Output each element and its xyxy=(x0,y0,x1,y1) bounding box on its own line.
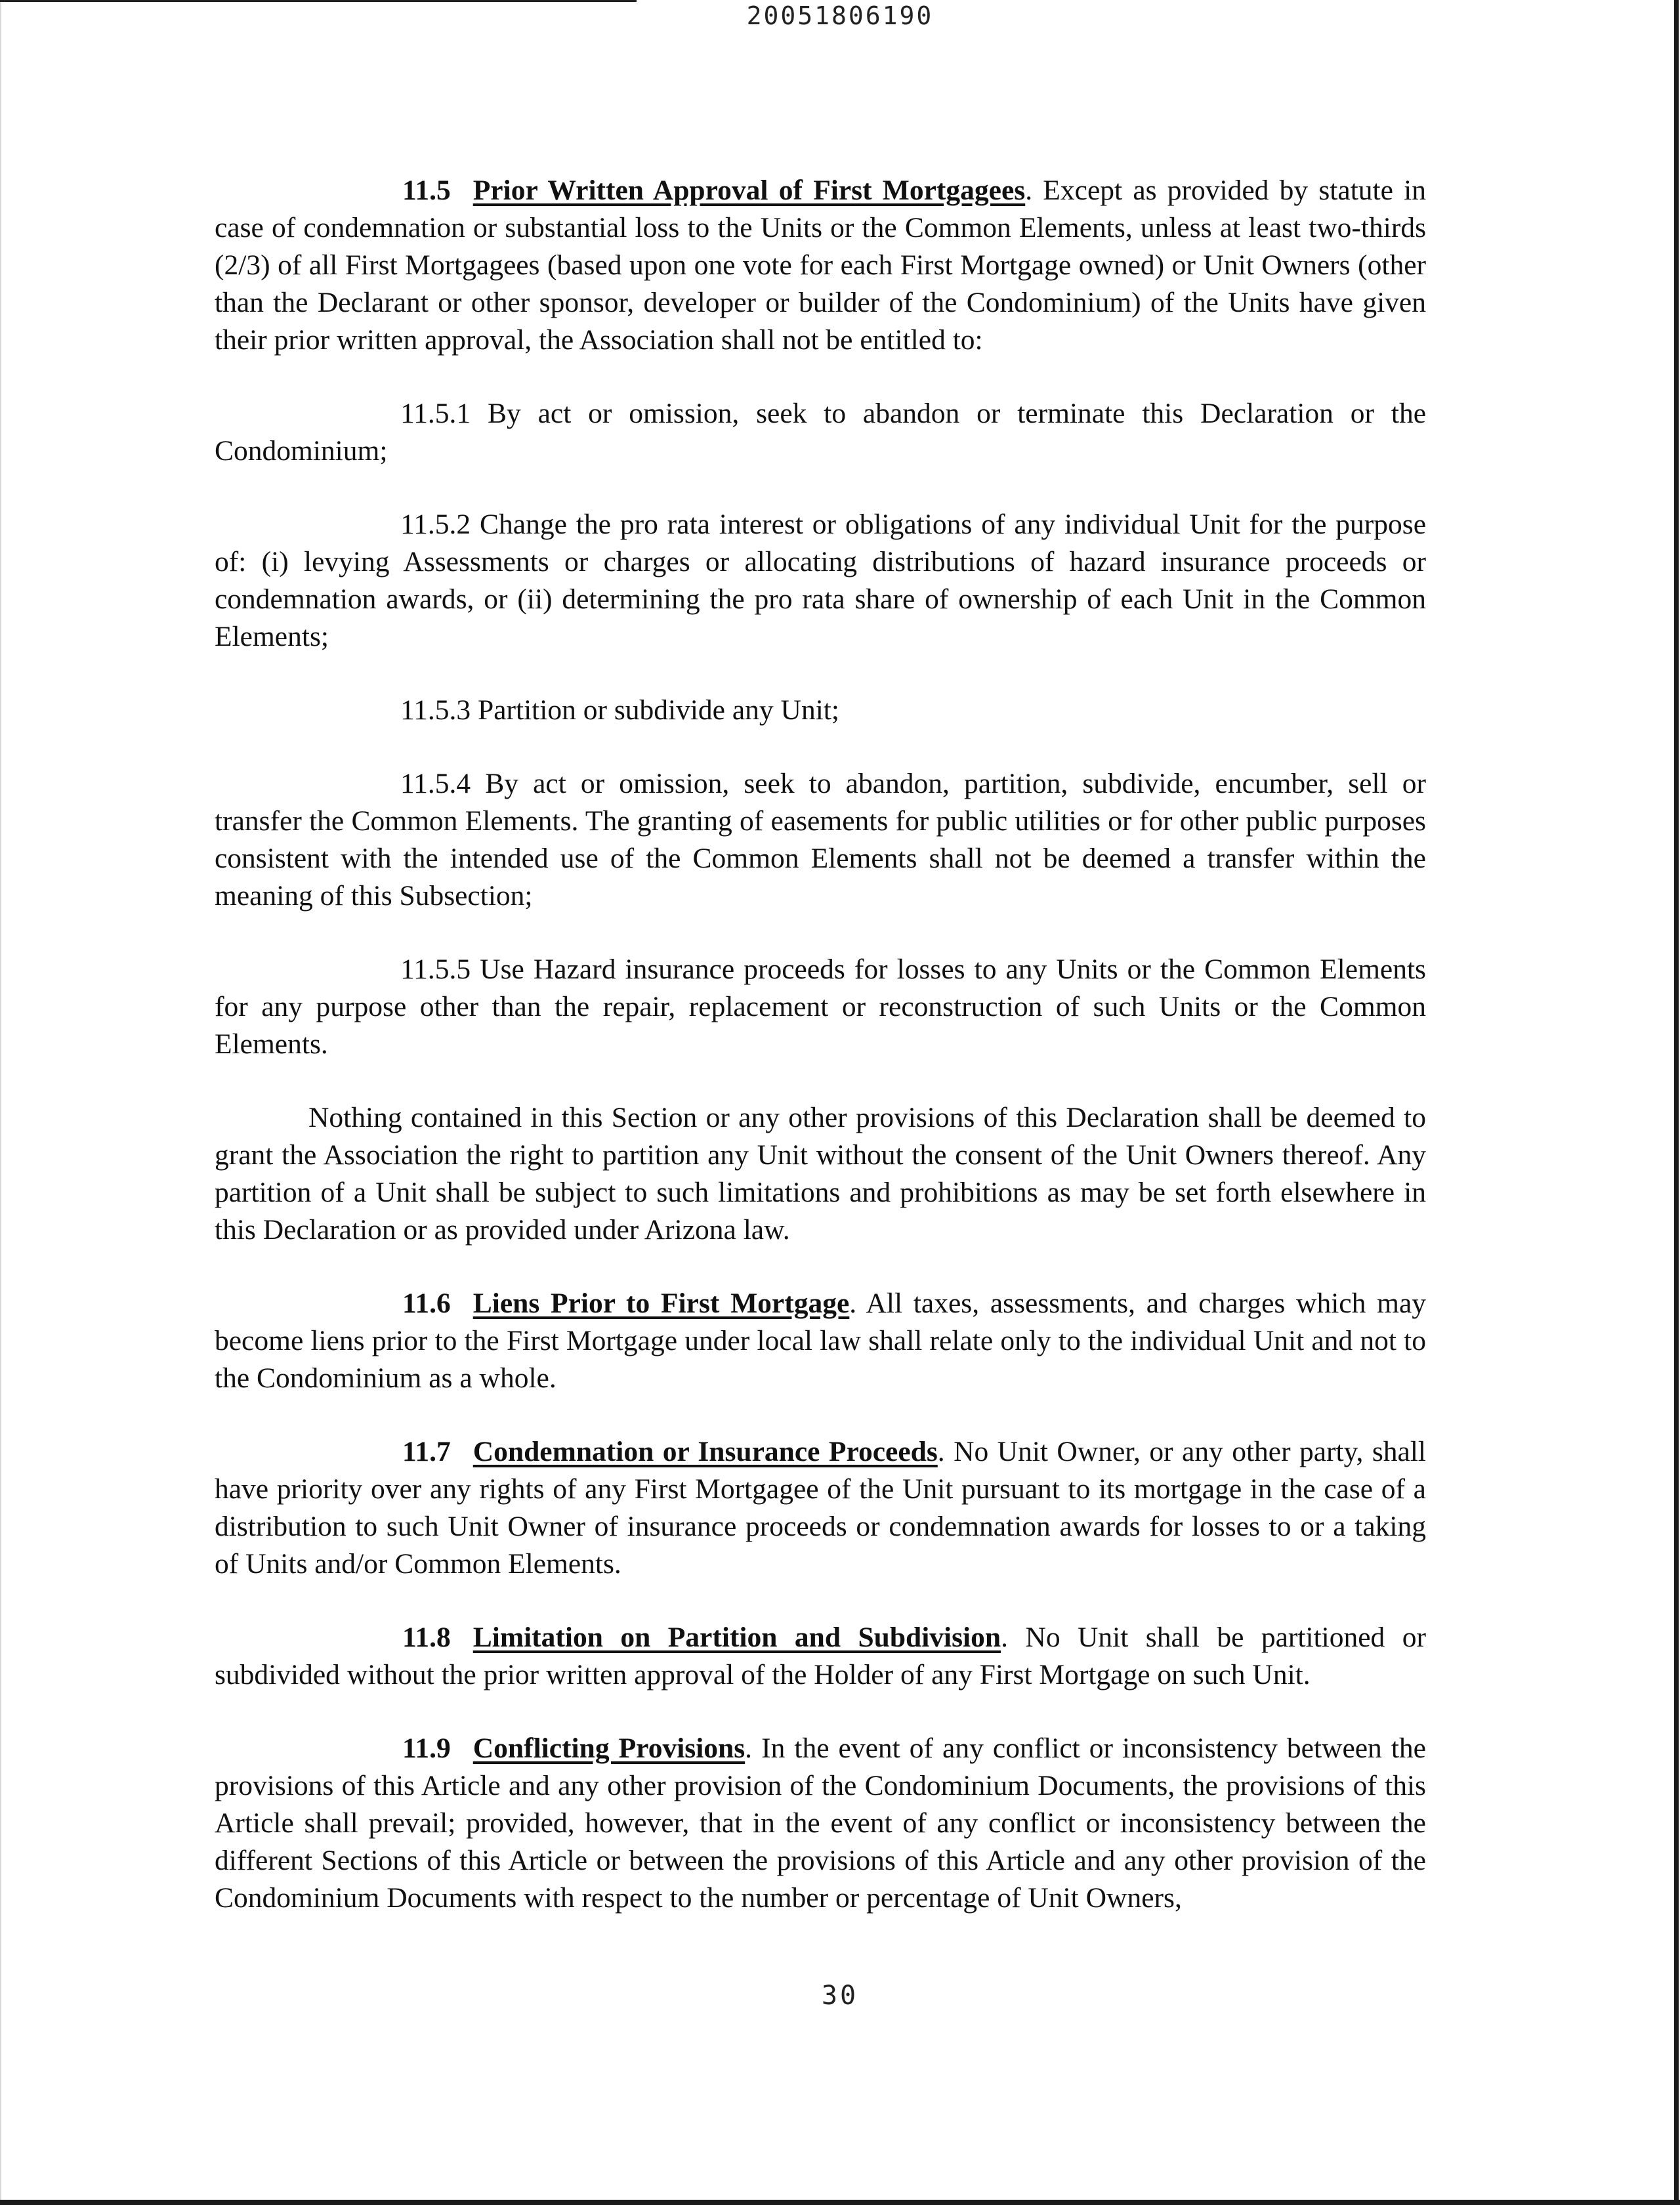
section-11-9 xyxy=(215,1730,1426,1917)
subsection-11-5-4: 11.5.4 By act or omission, seek to abandon, partition, subdivide, encumber, sell or transfer the Common Elements. The granting of easements for public utilities or for other public purposes consistent with the intended use of the Common Elements shall not be deemed a transfer within the meaning of this Subsection; xyxy=(215,768,1426,912)
section-number: 11.9 xyxy=(402,1732,451,1764)
section-11-6 xyxy=(215,1285,1426,1397)
section-number: 11.5 xyxy=(402,175,451,206)
section-title: Conflicting Provisions xyxy=(472,1732,746,1764)
scan-edge-left xyxy=(0,0,1,2205)
section-title: Liens Prior to First Mortgage xyxy=(472,1288,850,1319)
section-number: 11.6 xyxy=(402,1288,451,1319)
section-text: . In the event of any conflict or inconsistency between the provisions of this Article and any other provision of the Condominium Documents, the provisions of this Article shall prevail; provided, however, that in the event of any conflict or inconsistency between the different Sections of this Article or between the provisions of this Article and any other provision of the Condominium Documents with respect to the number or percentage of Unit Owners, xyxy=(215,1732,1426,1914)
section-text: . All taxes, assessments, and charges which may become liens prior to the First Mortgage under local law shall relate only to the individual Unit and not to the Condominium as a whole. xyxy=(215,1288,1427,1394)
section-11-5 xyxy=(215,172,1426,359)
section-11-8 xyxy=(215,1619,1426,1694)
section-title: Condemnation or Insurance Proceeds xyxy=(472,1436,938,1467)
section-text: . No Unit Owner, or any other party, shall have priority over any rights of any First Mortgagee of the Unit pursuant to its mortgage in the case of a distribution to such Unit Owner of insurance proceeds or condemnation awards for losses to or a taking of Units and/or Common Elements. xyxy=(215,1436,1426,1580)
section-title: Prior Written Approval of First Mortgagees xyxy=(472,175,1026,206)
section-text: . No Unit shall be partitioned or subdivided without the prior written approval of the Holder of any First Mortgage on such Unit. xyxy=(215,1622,1426,1690)
subsection-11-5-3: 11.5.3 Partition or subdivide any Unit; xyxy=(400,694,839,726)
page-number: 30 xyxy=(821,1981,859,2011)
section-text: . Except as provided by statute in case of condemnation or substantial loss to the Units or the Common Elements, unless at least two-thirds (2/3) of all First Mortgagees (based upon one vote for each First Mortgage owned) or Unit Owners (other than the Declarant or other sponsor, developer or builder of the Condominium) of the Units have given their prior written approval, the Association shall not be entitled to: xyxy=(215,175,1426,356)
nothing-contained-paragraph: Nothing contained in this Section or any other provisions of this Declaration shall be deemed to grant the Association the right to partition any Unit without the consent of the Unit Owners thereof. Any partition of a Unit shall be subject to such limitations and prohibitions as may be set forth elsewhere in this Declaration or as provided under Arizona law. xyxy=(215,1102,1426,1246)
recording-number: 20051806190 xyxy=(746,1,934,30)
scan-edge-bottom xyxy=(0,2200,1680,2205)
subsection-11-5-2: 11.5.2 Change the pro rata interest or obligations of any individual Unit for the purpose of: (i) levying Assessments or charges or allocating distributions of hazard insurance proceeds or condemnation awards, or (ii) determining the pro rata share of ownership of each Unit in the Common Elements; xyxy=(215,509,1426,652)
section-number: 11.7 xyxy=(402,1436,451,1467)
section-title: Limitation on Partition and Subdivision xyxy=(472,1622,1001,1653)
section-11-7 xyxy=(215,1433,1426,1583)
subsection-11-5-5: 11.5.5 Use Hazard insurance proceeds for losses to any Units or the Common Elements for any purpose other than the repair, replacement or reconstruction of such Units or the Common Elements. xyxy=(215,954,1426,1060)
subsection-11-5-1: 11.5.1 By act or omission, seek to abandon or terminate this Declaration or the Condominium; xyxy=(215,398,1426,467)
scan-edge-right xyxy=(1674,0,1679,2205)
section-number: 11.8 xyxy=(402,1622,451,1653)
document-body xyxy=(215,172,1426,1953)
